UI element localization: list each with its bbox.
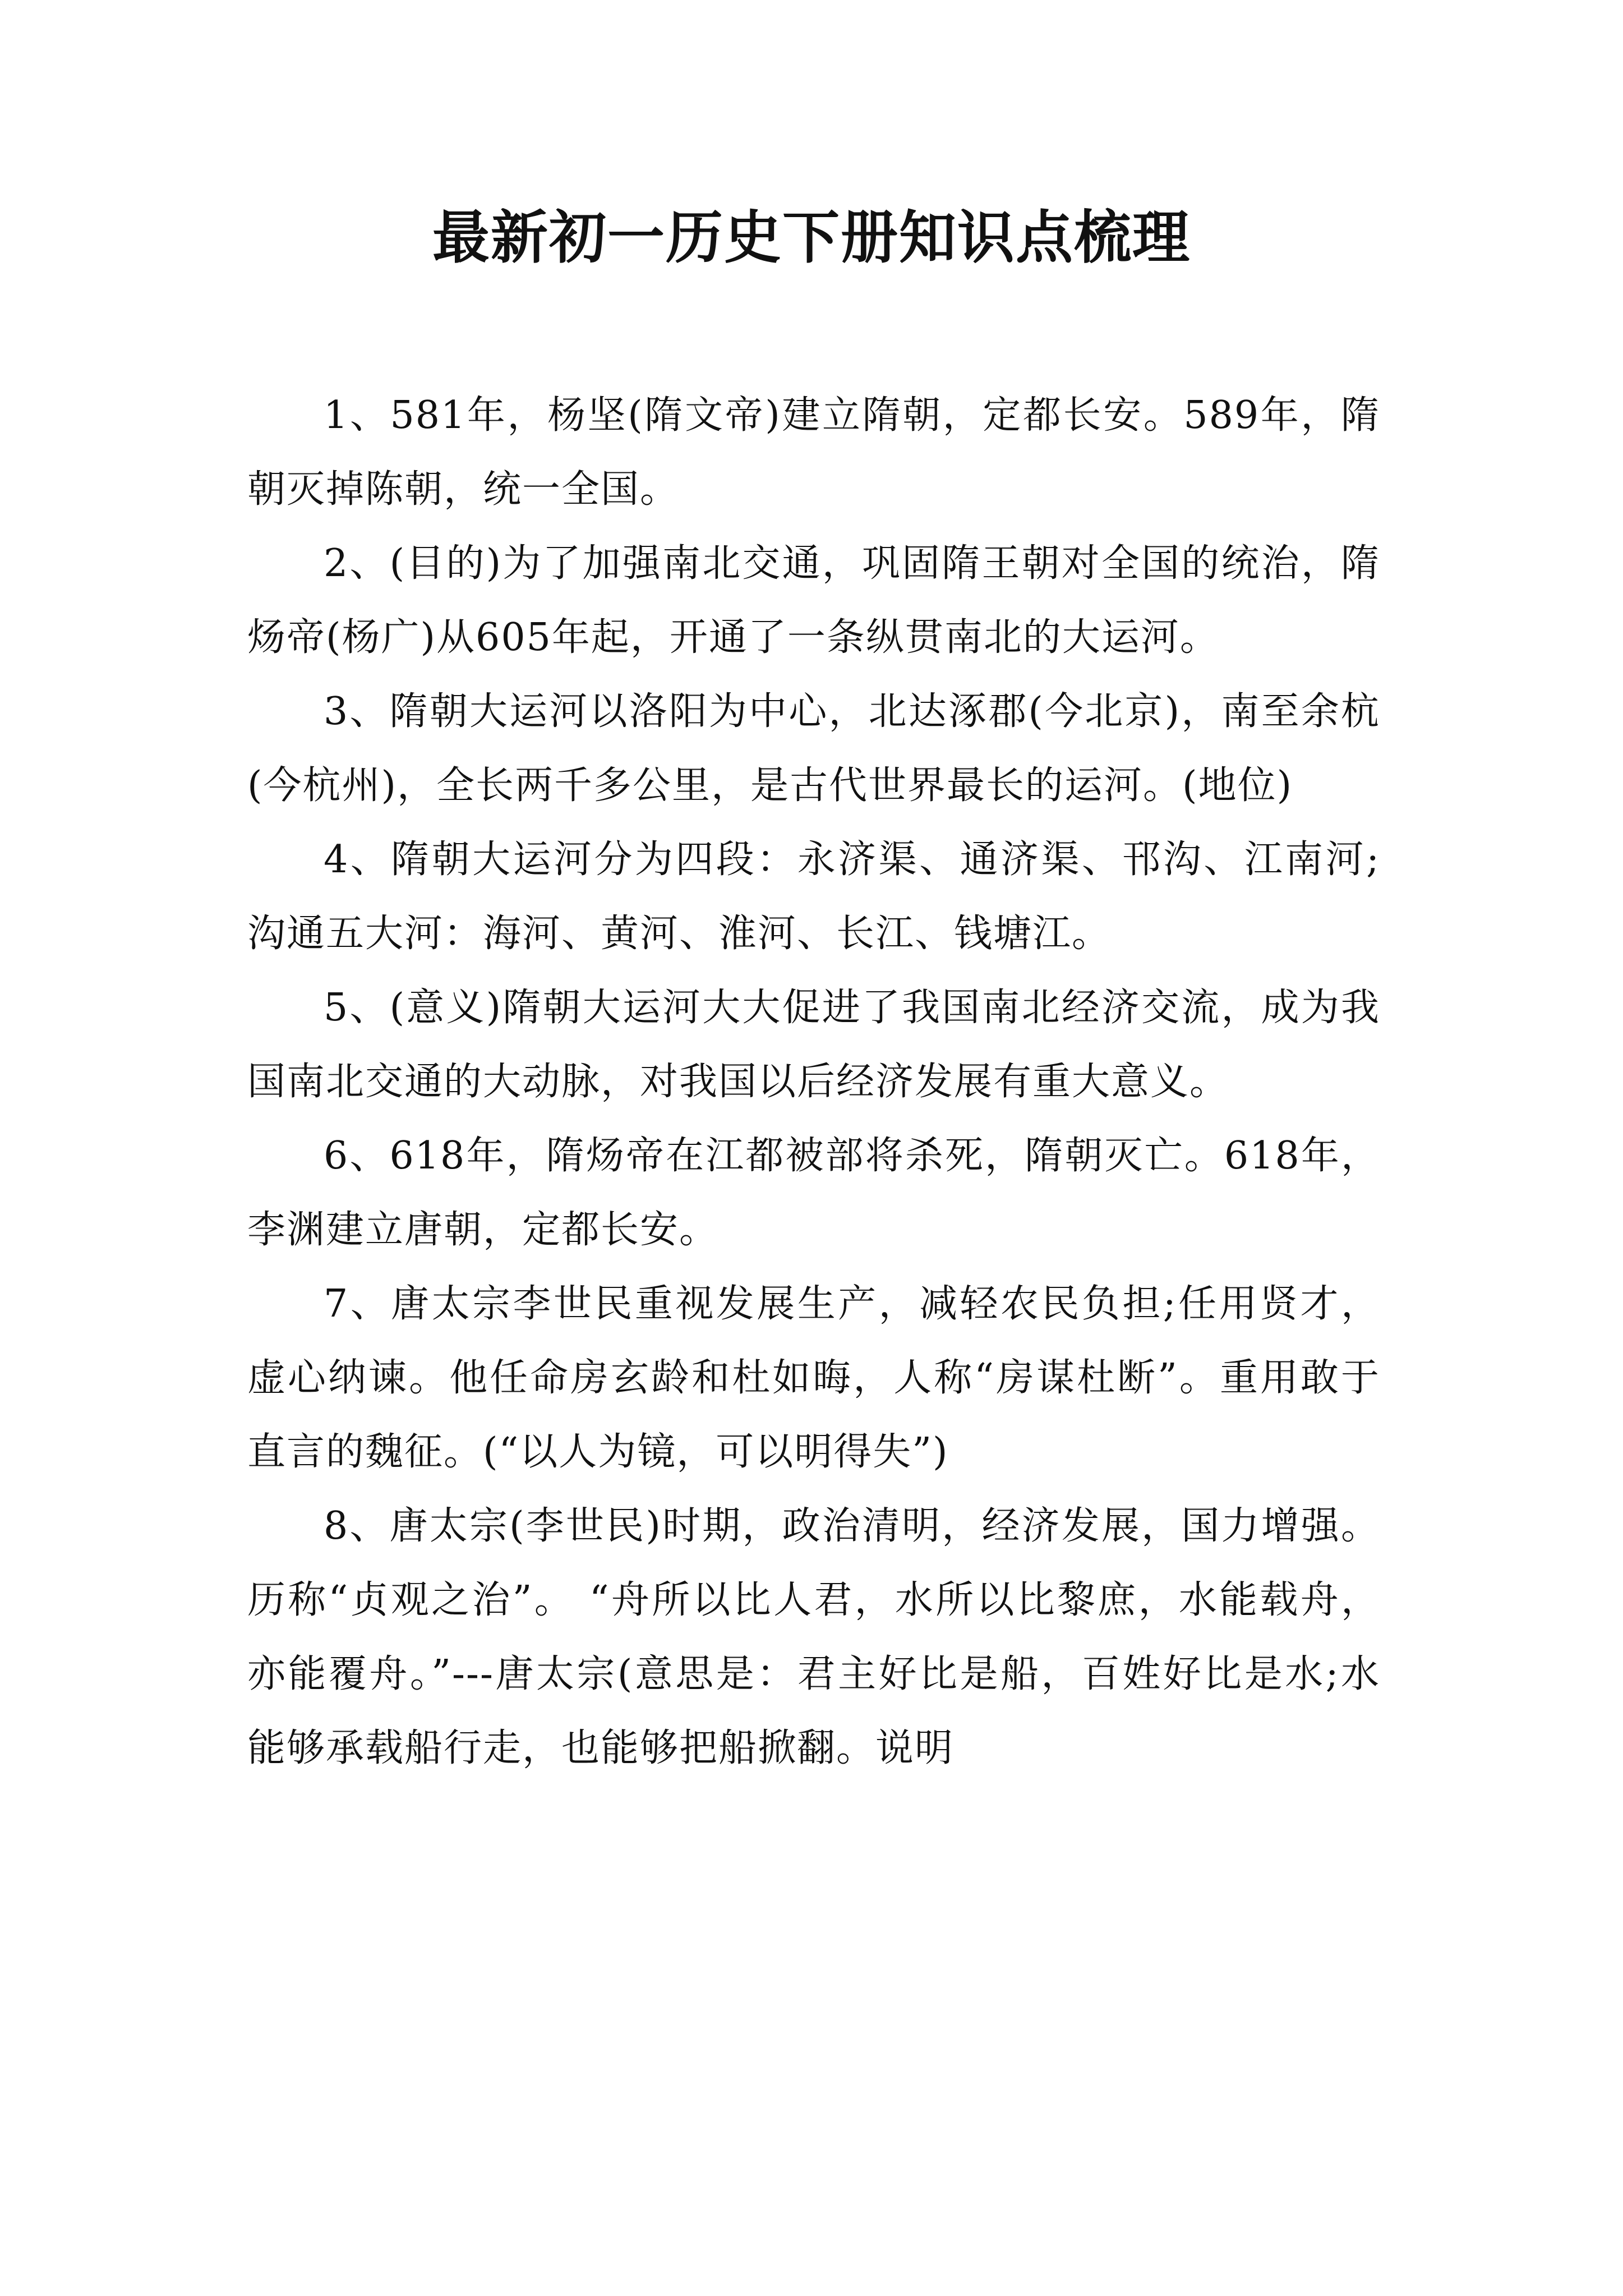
paragraph-4: 4、隋朝大运河分为四段：永济渠、通济渠、邗沟、江南河;沟通五大河：海河、黄河、淮河、长江、钱塘江。: [247, 838, 1380, 956]
paragraph-7: 7、唐太宗李世民重视发展生产，减轻农民负担;任用贤才，虚心纳谏。他任命房玄龄和杜如晦，人称“房谋杜断”。重用敢于直言的魏征。(“以人为镜，可以明得失”): [247, 1282, 1380, 1474]
paragraph-8: 8、唐太宗(李世民)时期，政治清明，经济发展，国力增强。历称“贞观之治”。 “舟所以比人君，水所以比黎庶，水能载舟，亦能覆舟。”---唐太宗(意思是：君主好比是船，百姓好比是水;水能够承载船行走，也能够把船掀翻。说明: [247, 1504, 1380, 1770]
paragraph-2: 2、(目的)为了加强南北交通，巩固隋王朝对全国的统治，隋炀帝(杨广)从605年起，开通了一条纵贯南北的大运河。: [247, 541, 1380, 660]
paragraph-5: 5、(意义)隋朝大运河大大促进了我国南北经济交流，成为我国南北交通的大动脉，对我国以后经济发展有重大意义。: [247, 986, 1380, 1104]
paragraph-6: 6、618年，隋炀帝在江都被部将杀死，隋朝灭亡。618年，李渊建立唐朝，定都长安。: [247, 1134, 1380, 1252]
document-title: 最新初一历史下册知识点梳理: [432, 205, 1191, 272]
document-body: [247, 379, 1380, 1786]
paragraph-3: 3、隋朝大运河以洛阳为中心，北达涿郡(今北京)，南至余杭(今杭州)，全长两千多公里，是古代世界最长的运河。(地位): [247, 689, 1380, 808]
paragraph-1: 1、581年，杨坚(隋文帝)建立隋朝，定都长安。589年，隋朝灭掉陈朝，统一全国。: [247, 393, 1380, 512]
